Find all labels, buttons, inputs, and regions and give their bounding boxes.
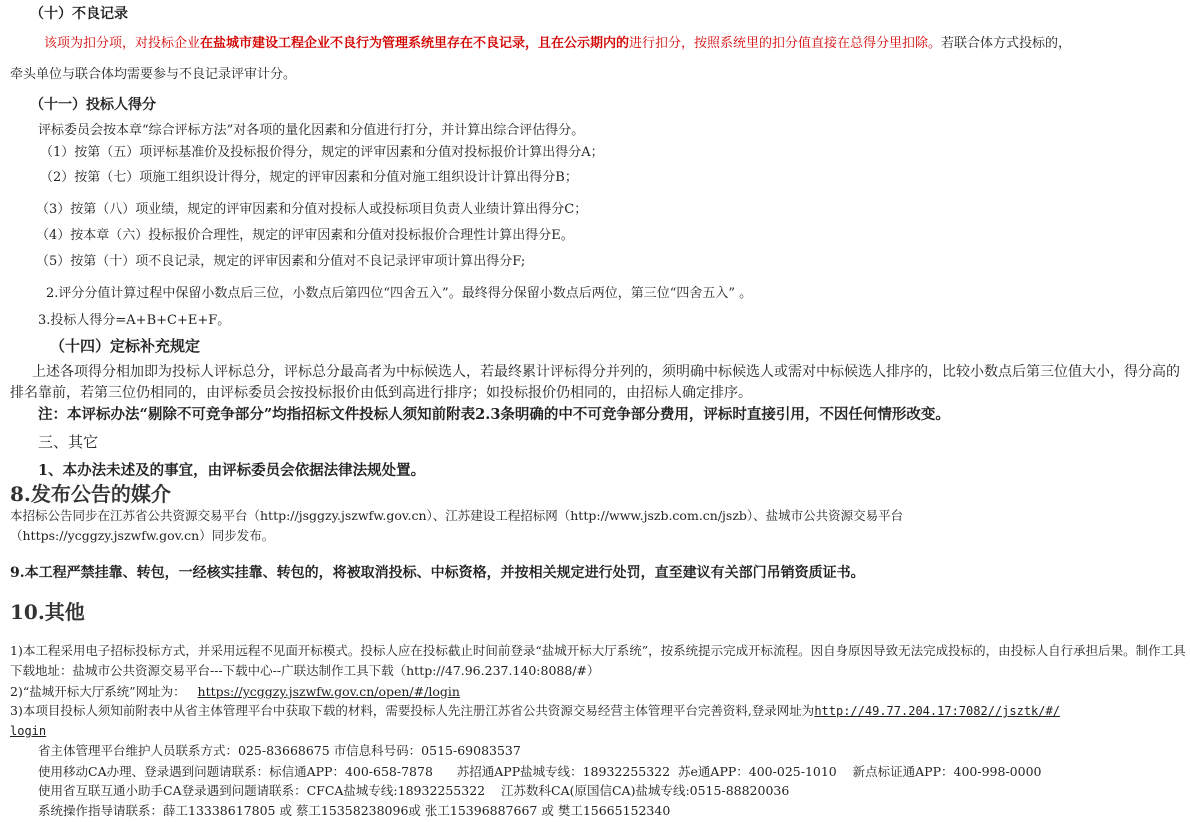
subject-platform-link[interactable]: http://49.77.204.17:7082//jsztk/#/ [814,704,1060,718]
section-title-bad-record: （十）不良记录 [30,6,128,22]
score-item-a: （1）按第（五）项评标基准价及投标报价得分，规定的评审因素和分值对投标报价计算出得分A； [40,145,604,160]
media-body: 本招标公告同步在江苏省公共资源交易平台（http://jsggzy.jszwfw.gov.cn）、江苏建设工程招标网（http://www.jszb.com.cn/jszb）、盐城市公共资源交易平台（https://ycggzy.jszwfw.gov.cn）同步发布。 [10,508,904,543]
bidder-score-intro: 评标委员会按本章“综合评标方法”对各项的量化因素和分值进行打分，并计算出综合评估得分。 [38,123,585,138]
misc-item-3-text: 3)本项目投标人须知前附表中从省主体管理平台中获取下载的材料，需要投标人先注册江苏省公共资源交易经营主体管理平台完善资料,登录网址为 [10,703,815,718]
section-title-award-rules: （十四）定标补充规定 [50,337,201,355]
misc-item-2-label: 2)“盐城开标大厅系统”网址为： [10,684,186,699]
score-item-c: （3）按第（八）项业绩，规定的评审因素和分值对投标人或投标项目负责人业绩计算出得分C； [36,202,588,217]
contact-system-guidance: 系统操作指导请联系：薛工13338617805 或 蔡工15358238096或 张工15396887667 或 樊工15665152340 [38,803,671,818]
award-rules-note: 注：本评标办法“剔除不可竞争部分”均指招标文件投标人须知前附表2.3条明确的中不可竞争部分费用，评标时直接引用，不因任何情形改变。 [38,406,950,423]
bad-record-paragraph [44,35,1071,53]
contact-interconnect-ca: 使用省互联互通小助手CA登录遇到问题请联系：CFCA盐城专线:18932255322 江苏数科CA(原国信CA)盐城专线:0515-88820036 [38,783,790,798]
subject-platform-link-cont[interactable]: login [10,724,47,738]
other-item-1: 1、本办法未述及的事宜，由评标委员会依据法律法规处置。 [38,462,426,479]
bad-record-text-a: 该项为扣分项，对投标企业 [44,36,201,51]
misc-item-3 [10,702,1060,720]
score-item-b: （2）按第（七）项施工组织设计得分，规定的评审因素和分值对施工组织设计计算出得分B； [40,170,578,185]
rounding-note: 2.评分分值计算过程中保留小数点后三位，小数点后第四位“四舍五入”。最终得分保留小数点后两位，第三位“四舍五入” 。 [46,286,753,301]
section-title-misc: 10.其他 [10,600,85,624]
prohibition-notice: 9.本工程严禁挂靠、转包，一经核实挂靠、转包的，将被取消投标、中标资格，并按相关规定进行处罚，直至建议有关部门吊销资质证书。 [10,565,865,581]
contact-mobile-ca: 使用移动CA办理、登录遇到问题请联系：标信通APP：400-658-7878 苏招通APP盐城专线：18932255322 苏e通APP：400-025-1010 新点标证通APP：400-998-0000 [38,764,1042,779]
bad-record-text-c: 进行扣分，按照系统里的扣分值直接在总得分里扣除。 [629,36,942,51]
misc-item-2 [10,683,460,701]
bad-record-paragraph-2: 牵头单位与联合体均需要参与不良记录评审计分。 [10,67,297,82]
section-title-bidder-score: （十一）投标人得分 [30,97,156,113]
bad-record-text-d: 若联合体方式投标的， [941,36,1072,51]
score-item-f: （5）按第（十）项不良记录，规定的评审因素和分值对不良记录评审项计算出得分F; [36,254,526,269]
misc-item-3-cont [10,722,58,740]
contact-platform-maintenance: 省主体管理平台维护人员联系方式：025-83668675 市信息科号码：0515-69083537 [38,743,521,758]
award-rules-body: 上述各项得分相加即为投标人评标总分，评标总分最高者为中标候选人，若最终累计评标得分并列的，须明确中标候选人或需对中标候选人排序的，比较小数点后第三位值大小，得分高的排名靠前，若第三位仍相同的，由评标委员会按投标报价由低到高进行排序；如投标报价仍相同的，由招标人确定排序。 [10,364,1180,401]
score-formula: 3.投标人得分=A+B+C+E+F。 [38,313,231,328]
section-title-other: 三、其它 [38,433,99,451]
open-hall-link[interactable]: https://ycggzy.jszwfw.gov.cn/open/#/login [197,684,460,699]
score-item-e: （4）按本章（六）投标报价合理性，规定的评审因素和分值对投标报价合理性计算出得分E。 [36,228,574,243]
misc-item-1: 1)本工程采用电子招标投标方式，并采用远程不见面开标模式。投标人应在投标截止时间前登录“盐城开标大厅系统”，按系统提示完成开标流程。因自身原因导致无法完成投标的，由投标人自行承担后果。制作工具下载地址：盐城市公共资源交易平台---下载中心--广联达制作工具下载（http://47.96.237.140:8088/#） [10,643,1186,678]
bad-record-text-b: 在盐城市建设工程企业不良行为管理系统里存在不良记录，且在公示期内的 [200,36,630,51]
section-title-media: 8.发布公告的媒介 [10,482,171,506]
